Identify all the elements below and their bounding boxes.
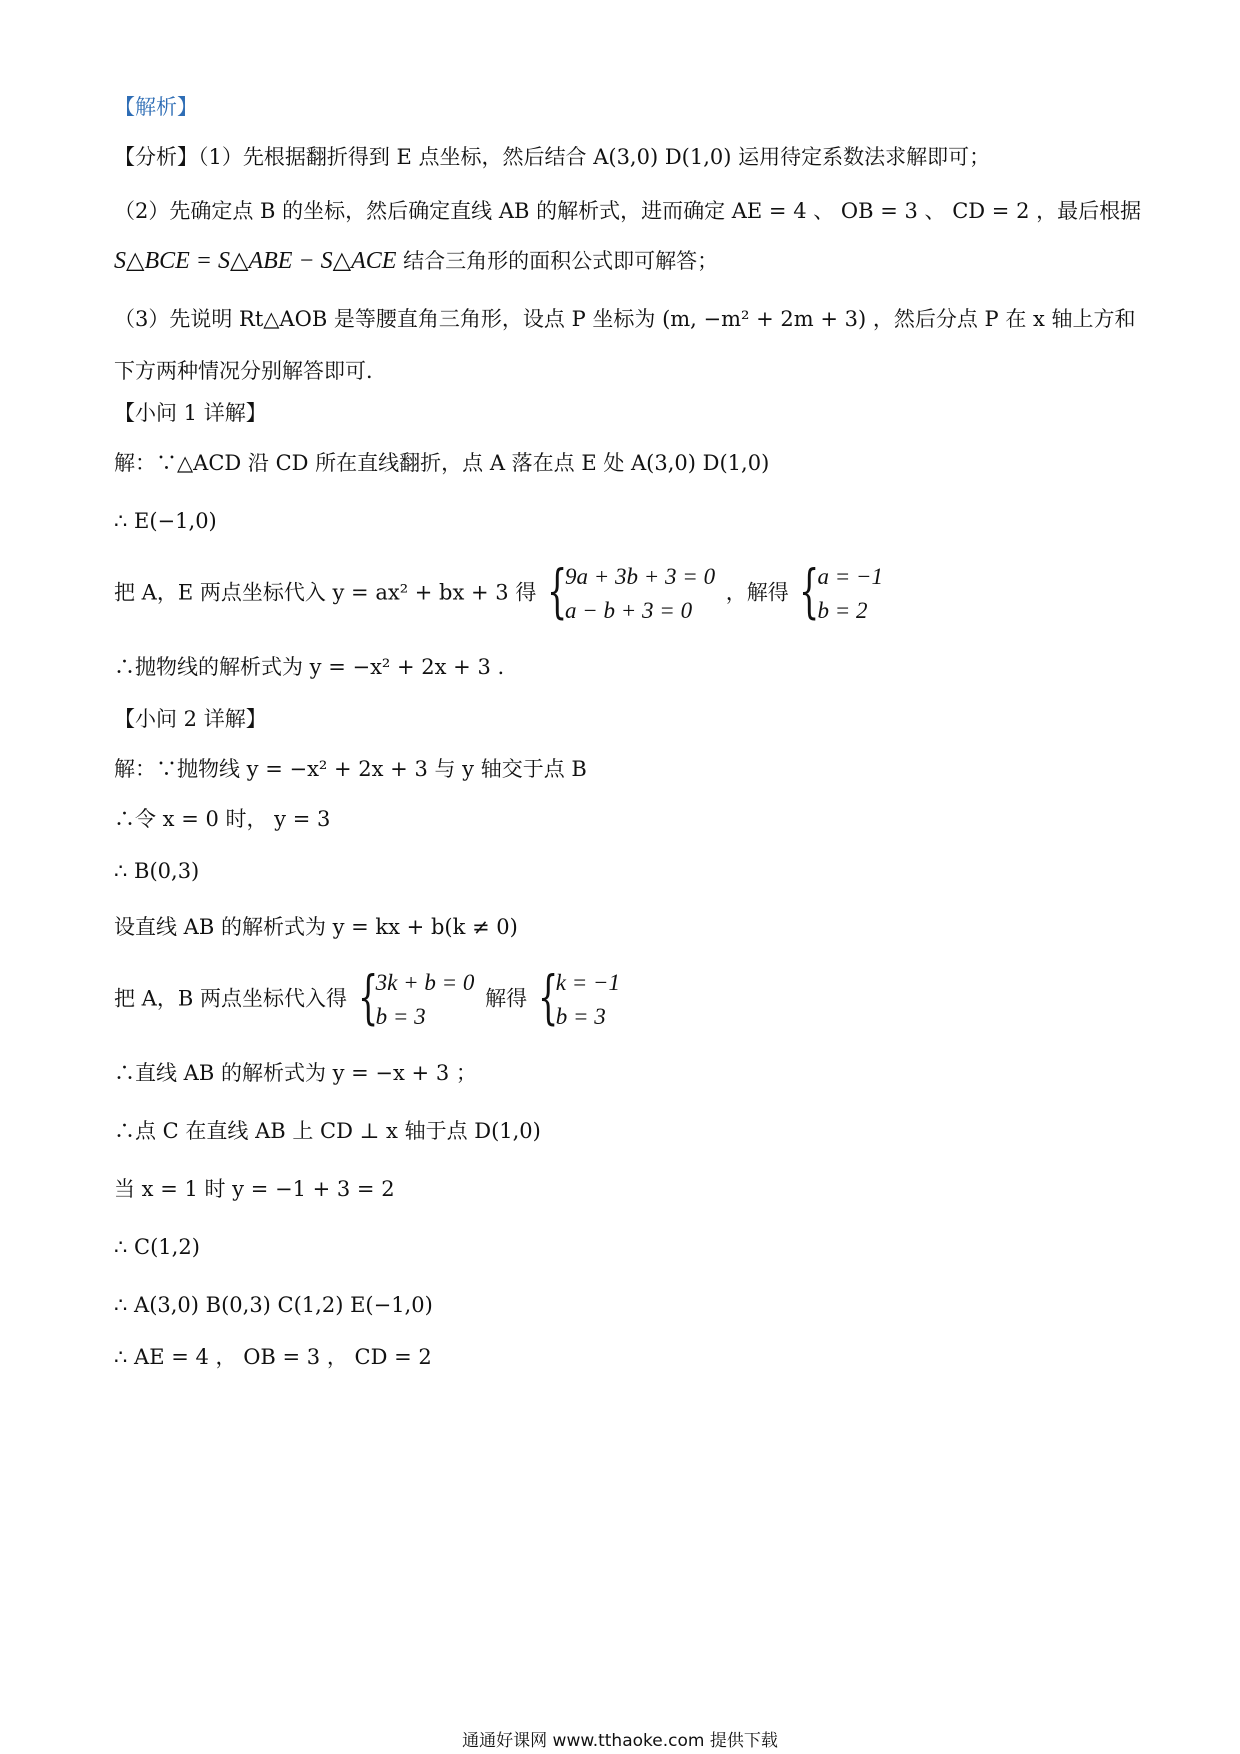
q2-equation-1: 3k + b = 0 [375,970,475,995]
q2-substitute-text: 把 A，B 两点坐标代入得 [114,986,347,1011]
q1-equation-2: a − b + 3 = 0 [565,598,693,623]
q2-line-1: 解：∵抛物线 y = −x² + 2x + 3 与 y 轴交于点 B [114,757,587,781]
q1-solution-1: a = −1 [817,564,883,589]
q2-label: 【小问 2 详解】 [114,707,267,731]
analysis-label: 【分析】 [114,145,198,169]
q2-line-5 [114,963,624,1034]
q2-line-4: 设直线 AB 的解析式为 y = kx + b(k ≠ 0) [114,915,518,939]
q2-line-10: ∴ A(3,0) B(0,3) C(1,2) E(−1,0) [114,1293,433,1317]
q1-label: 【小问 1 详解】 [114,401,267,425]
q1-equation-system: { 9a + 3b + 3 = 0 a − b + 3 = 0 [547,560,715,628]
analysis-line-1 [114,142,990,172]
q2-line-6: ∴直线 AB 的解析式为 y = −x + 3 ； [114,1061,477,1085]
footer-watermark: 通通好课网 www.tthaoke.com 提供下载 [462,1731,778,1751]
analysis-text-1: （1）先根据翻折得到 E 点坐标，然后结合 A(3,0) D(1,0) 运用待定系数法求解即可； [198,145,991,169]
q1-substitute-text: 把 A，E 两点坐标代入 y = ax² + bx + 3 得 [114,580,537,605]
q1-solution-2: b = 2 [817,598,868,623]
q1-line-3 [114,557,887,628]
q1-solution-system: { a = −1 b = 2 [799,560,883,628]
analysis-line-4: （3）先说明 Rt△AOB 是等腰直角三角形，设点 P 坐标为 (m, −m² + 2m + 3) ，然后分点 P 在 x 轴上方和 [114,307,1136,331]
q2-line-8: 当 x = 1 时 y = −1 + 3 = 2 [114,1177,395,1201]
q2-equation-system: { 3k + b = 0 b = 3 [358,966,475,1034]
section-title: 【解析】 [114,95,198,119]
q2-line-2: ∴令 x = 0 时， y = 3 [114,807,331,831]
q1-solve-text: ，解得 [725,580,789,605]
analysis-text-3: 结合三角形的面积公式即可解答； [396,249,719,273]
q1-equation-1: 9a + 3b + 3 = 0 [565,564,716,589]
q1-line-4: ∴抛物线的解析式为 y = −x² + 2x + 3 . [114,655,505,679]
q2-solution-1: k = −1 [555,970,621,995]
q2-line-3: ∴ B(0,3) [114,859,200,883]
analysis-line-2: （2）先确定点 B 的坐标，然后确定直线 AB 的解析式，进而确定 AE = 4 、 OB = 3 、 CD = 2 ，最后根据 [114,199,1142,223]
q1-line-1: 解：∵△ACD 沿 CD 所在直线翻折，点 A 落在点 E 处 A(3,0) D(1,0) [114,451,770,475]
q2-line-11: ∴ AE = 4 ， OB = 3 ， CD = 2 [114,1345,432,1369]
q2-equation-2: b = 3 [375,1004,426,1029]
area-formula: S△BCE = S△ABE − S△ACE [114,248,397,274]
q2-solution-system: { k = −1 b = 3 [538,966,620,1034]
q2-solve-text: 解得 [485,986,528,1011]
q2-line-7: ∴点 C 在直线 AB 上 CD ⊥ x 轴于点 D(1,0) [114,1119,541,1143]
analysis-line-5: 下方两种情况分别解答即可． [114,359,387,383]
q1-line-2: ∴ E(−1,0) [114,509,217,533]
analysis-line-3 [114,246,718,276]
q2-line-9: ∴ C(1,2) [114,1235,200,1259]
q2-solution-2: b = 3 [555,1004,606,1029]
